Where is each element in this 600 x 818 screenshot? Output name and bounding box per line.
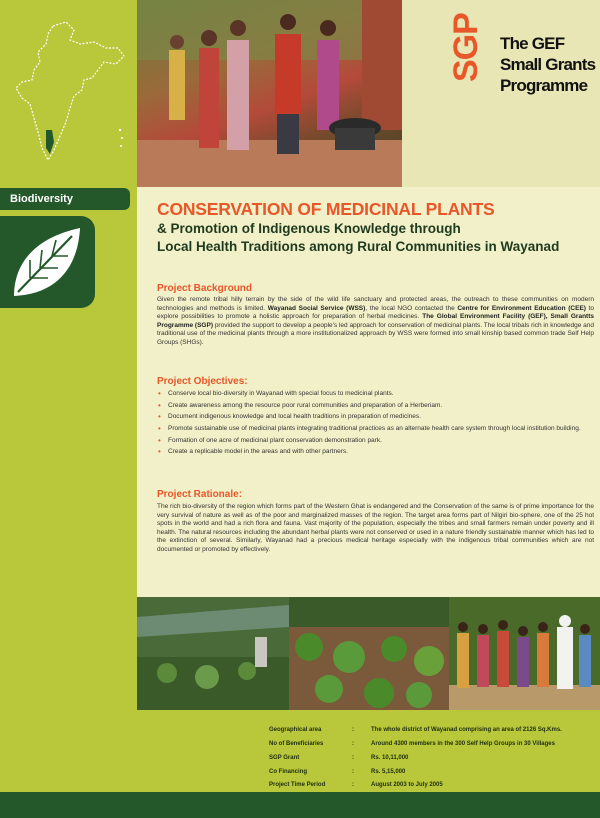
photo-people-illustration	[137, 0, 402, 187]
background-heading: Project Background	[157, 283, 253, 294]
fact-value: August 2003 to July 2005	[371, 782, 443, 788]
fact-colon: :	[352, 741, 354, 747]
project-photos	[137, 597, 600, 710]
sgp-logo-mark: SGP	[447, 13, 485, 82]
sgp-brand-area	[402, 0, 600, 187]
objective-item: • Conserve local bio-diversity in Wayanad with special focus to medicinal plants.	[157, 390, 594, 399]
leaf-icon	[0, 216, 95, 308]
objective-item: • Promote sustainable use of medicinal plants integrating traditional practices as an alternate health care system through local institution building.	[157, 425, 594, 434]
fact-row	[137, 755, 600, 767]
background-text-part: Given the remote tribal hilly terrain by the side of the wild life sanctuary and protected areas, the outreach to these communities on modern technologies and methods is limited.	[157, 296, 594, 312]
objectives-list	[157, 390, 594, 460]
objective-item: • Formation of one acre of medicinal plant conservation demonstration park.	[157, 437, 594, 446]
category-banner: Biodiversity	[0, 188, 130, 210]
fact-colon: :	[352, 755, 354, 761]
background-text-part: to explore possibilities to promote a holistic approach for preparation of herbal medicines.	[157, 304, 595, 321]
fact-colon: :	[352, 782, 354, 788]
fact-label: Project Time Period	[269, 782, 326, 788]
fact-colon: :	[352, 769, 354, 775]
fact-value: Rs. 10,11,000	[371, 755, 409, 761]
page-title: CONSERVATION OF MEDICINAL PLANTS	[157, 199, 495, 219]
photo-herb-beds	[289, 597, 449, 710]
objective-item: • Create awareness among the resource poor rural communities and preparation of a Herberiam.	[157, 402, 594, 411]
fact-value: Around 4300 members in the 300 Self Help Groups in 30 Villages	[371, 741, 555, 747]
fact-label: No of Beneficiaries	[269, 741, 324, 747]
india-map-icon	[8, 18, 130, 168]
fact-value: The whole district of Wayanad comprising an area of 2126 Sq.Kms.	[371, 727, 562, 733]
rationale-text: The rich bio-diversity of the region which forms part of the Western Ghat is endangered and the Conservation of the same is of prime importance for the very survival of nature as well as of the poor and marginalized masses of the region. The target area forms part of Nilgiri bio-sphere, one of the 25 hot spots in the world and had a rich flora and fauna. Vast majority of the population, especially the tribes and small farmers remain under poverty and ill health. The natural resources including the abundant herbal plants were not conserved or used in a nature friendly sustainable manner which has led to the extinction of several. Similarly, Wayanad had a precious medical heritage especially with the indigenous tribal communities which are not documented or promoted by effectively.	[157, 503, 594, 553]
objective-item: • Document indigenous knowledge and local health traditions in preparation of medicines.	[157, 413, 594, 422]
community-photo	[137, 0, 402, 187]
fact-row	[137, 741, 600, 753]
objective-item: • Create a replicable model in the areas and with other partners.	[157, 448, 594, 457]
fact-row	[137, 727, 600, 739]
org-cee: Centre for Environment Education (CEE)	[457, 304, 586, 312]
fact-label: Co Financing	[269, 769, 307, 775]
leaf-panel	[0, 216, 95, 308]
fact-value: Rs. 5,15,000	[371, 769, 406, 775]
brand-line-2: Small Grants	[500, 55, 596, 74]
rationale-heading: Project Rationale:	[157, 489, 243, 500]
fact-row	[137, 769, 600, 781]
bottom-bar	[0, 792, 600, 818]
fact-label: SGP Grant	[269, 755, 300, 761]
brand-line-1: The GEF	[500, 34, 565, 53]
main-content	[137, 187, 600, 597]
objectives-heading: Project Objectives:	[157, 376, 248, 387]
background-text-part: provided the support to develop a people's led approach for conservation of medicinal plants. The local tribals rich in knowledge and traditional use of the medicinal plants through a more institutionalized approach by WSS were formed into small kinship based common trade Self Help Groups (SHGs).	[157, 321, 594, 346]
org-wss: Wayanad Social Service (WSS)	[267, 304, 366, 312]
project-facts	[137, 710, 600, 792]
org-gef-sgp: The Global Environment Facility (GEF), Small Grantts Programme (SGP)	[157, 313, 594, 329]
background-text	[157, 296, 594, 348]
fact-label: Geographical area	[269, 727, 322, 733]
page-subtitle-1: & Promotion of Indigenous Knowledge through	[157, 221, 461, 236]
photo-women-group	[449, 597, 600, 710]
fact-colon: :	[352, 727, 354, 733]
brand-line-3: Programme	[500, 76, 588, 95]
background-text-part: , the local NGO contacted the	[365, 304, 455, 312]
page-subtitle-2: Local Health Traditions among Rural Communities in Wayanad	[157, 239, 560, 254]
